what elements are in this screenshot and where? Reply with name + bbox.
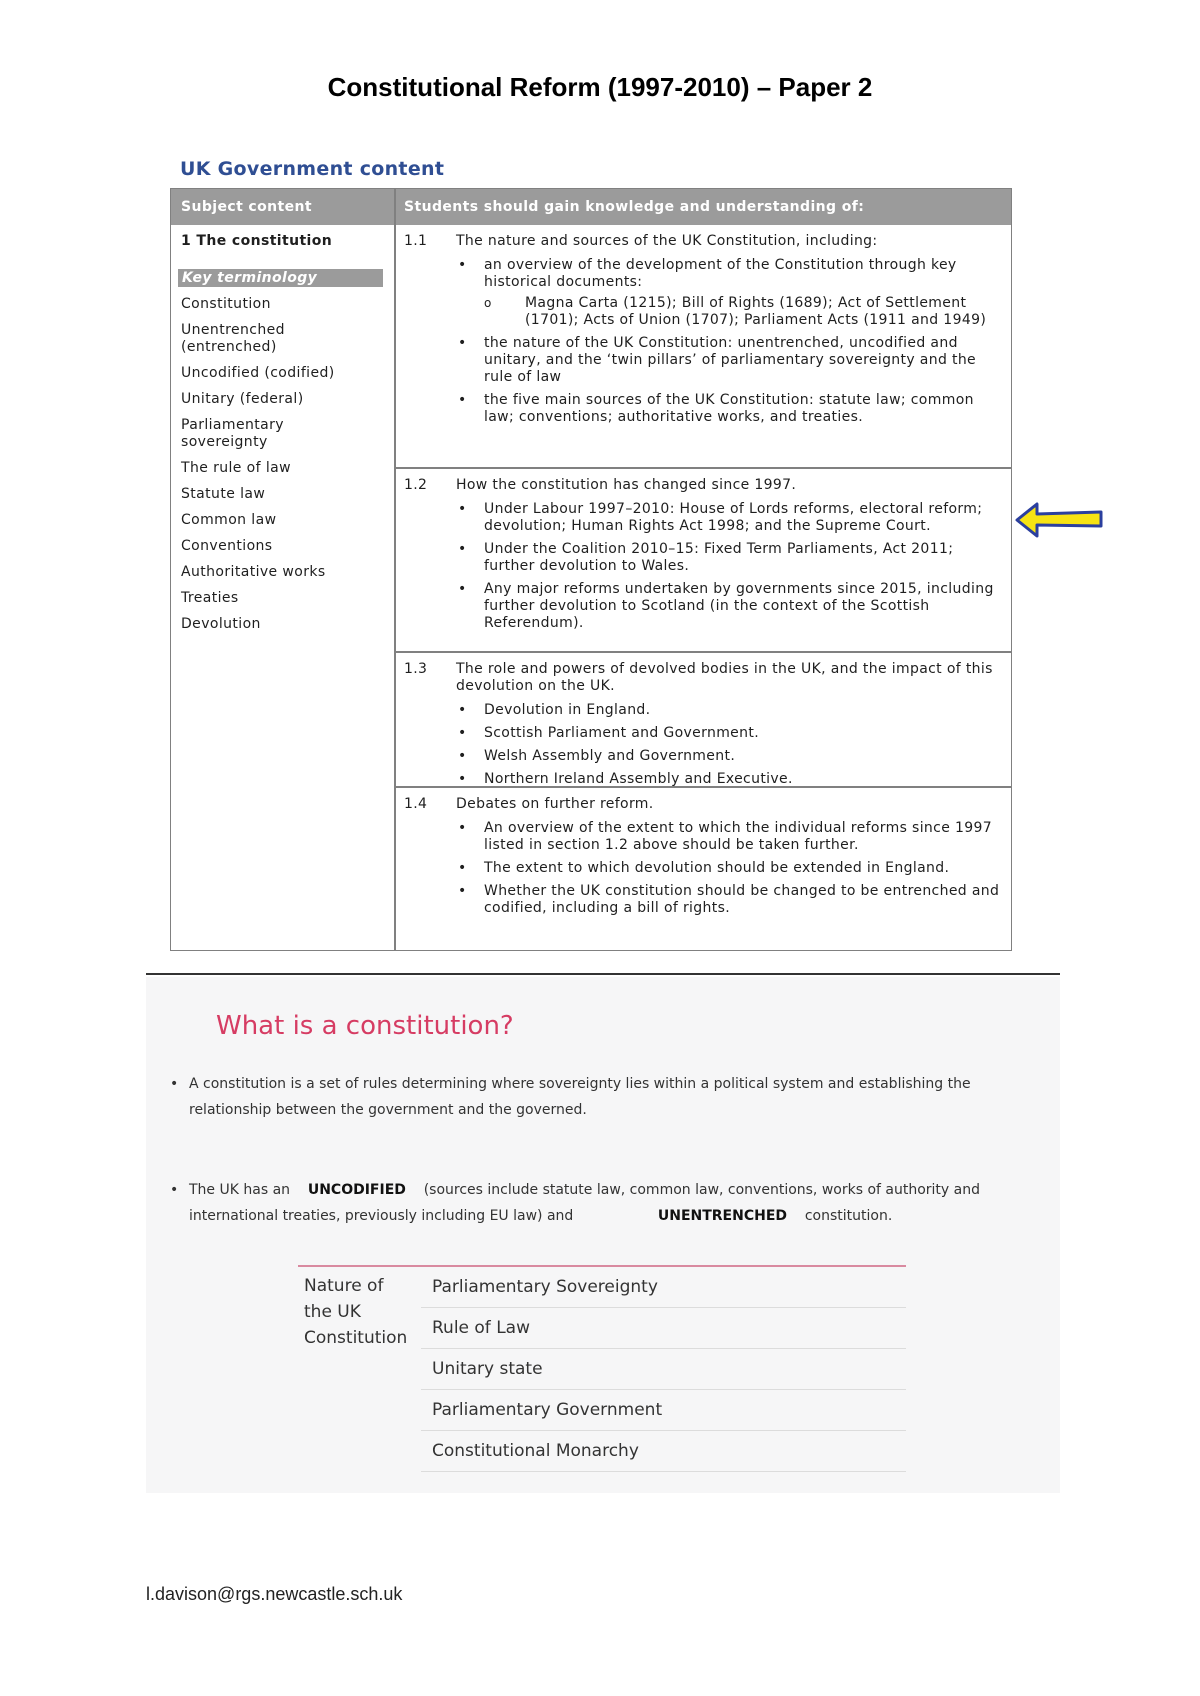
section-1-3 (404, 661, 1004, 794)
nature-item: Rule of Law (421, 1308, 906, 1349)
bullet-item: • Welsh Assembly and Government. (484, 748, 1004, 765)
section-bullets (404, 501, 1004, 632)
column-divider (394, 189, 396, 950)
panel-title: What is a constitution? (216, 1011, 514, 1041)
bullet-item: • Under Labour 1997–2010: House of Lords reforms, electoral reform; devolution; Human Rights Act 1998; and the Supreme Court. (484, 501, 1004, 535)
nature-item: Parliamentary Government (421, 1390, 906, 1431)
subject-title: 1 The constitution (181, 233, 333, 249)
section-heading: The role and powers of devolved bodies in the UK, and the impact of this devolution on the UK. (456, 661, 993, 694)
col-header-knowledge: Students should gain knowledge and understanding of: (404, 199, 865, 215)
uncodified-term: UNCODIFIED (307, 1182, 406, 1198)
bullet-item: • The extent to which devolution should be extended in England. (484, 860, 1004, 877)
term-item: Devolution (181, 616, 261, 632)
section-heading: Debates on further reform. (456, 796, 654, 812)
bullet-item: • Devolution in England. (484, 702, 1004, 719)
section-heading: How the constitution has changed since 1997. (456, 477, 797, 493)
bullet-item (484, 257, 1004, 329)
spec-table (170, 188, 1012, 951)
table-header-row (171, 189, 1011, 225)
section-heading: The nature and sources of the UK Constitution, including: (456, 233, 878, 249)
col-header-subject: Subject content (181, 199, 312, 215)
bullet-item: • Whether the UK constitution should be changed to be entrenched and codified, including a bill of rights. (484, 883, 1004, 917)
section-1-1 (404, 233, 1004, 432)
section-number: 1.4 (404, 796, 428, 812)
term-item: Common law (181, 512, 277, 528)
arrow-left-icon (1015, 500, 1105, 540)
constitution-panel (146, 977, 1060, 1493)
footer-email: l.davison@rgs.newcastle.sch.uk (146, 1584, 403, 1604)
bullet-item: • Under the Coalition 2010–15: Fixed Term Parliaments, Act 2011; further devolution to Wales. (484, 541, 1004, 575)
bullet-text: an overview of the development of the Constitution through key historical documents: (484, 257, 957, 290)
section-1-2 (404, 477, 1004, 638)
term-item: Uncodified (codified) (181, 365, 335, 381)
nature-list (421, 1267, 906, 1472)
term-item: The rule of law (181, 460, 291, 476)
section-bullets (404, 702, 1004, 788)
row-divider (394, 467, 1011, 469)
spec-heading: UK Government content (180, 158, 445, 180)
bullet-item: • Scottish Parliament and Government. (484, 725, 1004, 742)
term-item: Unitary (federal) (181, 391, 304, 407)
term-item: Statute law (181, 486, 266, 502)
bullet-dot: • (170, 1182, 179, 1198)
bullet-item: • the nature of the UK Constitution: unentrenched, uncodified and unitary, and the ‘twin pillars’ of parliamentary sovereignty and the rule of law (484, 335, 1004, 386)
term-item: Treaties (181, 590, 239, 606)
bullet-item: • An overview of the extent to which the individual reforms since 1997 listed in section 1.2 above should be taken further. (484, 820, 1004, 854)
section-number: 1.2 (404, 477, 428, 493)
key-terminology-label: Key terminology (178, 269, 383, 287)
term-item: Unentrenched (entrenched) (181, 322, 285, 355)
nature-item: Parliamentary Sovereignty (421, 1267, 906, 1308)
bullet-text-part: (sources include statute law, common law, conventions, works of authority and international treaties, previously including EU law) and (189, 1182, 980, 1224)
section-number: 1.3 (404, 661, 428, 677)
unentrenched-term: UNENTRENCHED (657, 1208, 788, 1224)
term-item: Conventions (181, 538, 273, 554)
bullet-text-part: The UK has an (189, 1182, 291, 1198)
nature-item: Unitary state (421, 1349, 906, 1390)
section-bullets (404, 257, 1004, 426)
document-title: Constitutional Reform (1997-2010) – Paper 2 (327, 72, 873, 102)
bullet-dot: • (170, 1076, 179, 1092)
nature-label: Nature of the UK Constitution (304, 1276, 408, 1348)
sub-bullet: o Magna Carta (1215); Bill of Rights (1689); Act of Settlement (1701); Acts of Union (1707); Parliament Acts (1911 and 1949) (484, 295, 1004, 329)
section-bullets (404, 820, 1004, 917)
row-divider (394, 651, 1011, 653)
subject-column (181, 233, 386, 642)
uk-constitution-bullet (170, 1177, 1030, 1229)
section-number: 1.1 (404, 233, 428, 249)
bullet-item: • the five main sources of the UK Constitution: statute law; common law; conventions; authoritative works, and treaties. (484, 392, 1004, 426)
nature-item: Constitutional Monarchy (421, 1431, 906, 1472)
bullet-text-part: constitution. (804, 1208, 893, 1224)
term-item: Authoritative works (181, 564, 326, 580)
bullet-item: • Any major reforms undertaken by governments since 2015, including further devolution to Scotland (in the context of the Scottish Referendum). (484, 581, 1004, 632)
bullet-item: • Northern Ireland Assembly and Executive. (484, 771, 1004, 788)
bullet-text: A constitution is a set of rules determining where sovereignty lies within a political system and establishing the relationship between the government and the governed. (189, 1076, 971, 1118)
section-separator (146, 973, 1060, 975)
bullet-text (189, 1177, 1030, 1229)
definition-bullet (170, 1071, 1030, 1123)
section-1-4 (404, 796, 1004, 923)
term-item: Constitution (181, 296, 271, 312)
term-item: Parliamentary sovereignty (181, 417, 284, 450)
